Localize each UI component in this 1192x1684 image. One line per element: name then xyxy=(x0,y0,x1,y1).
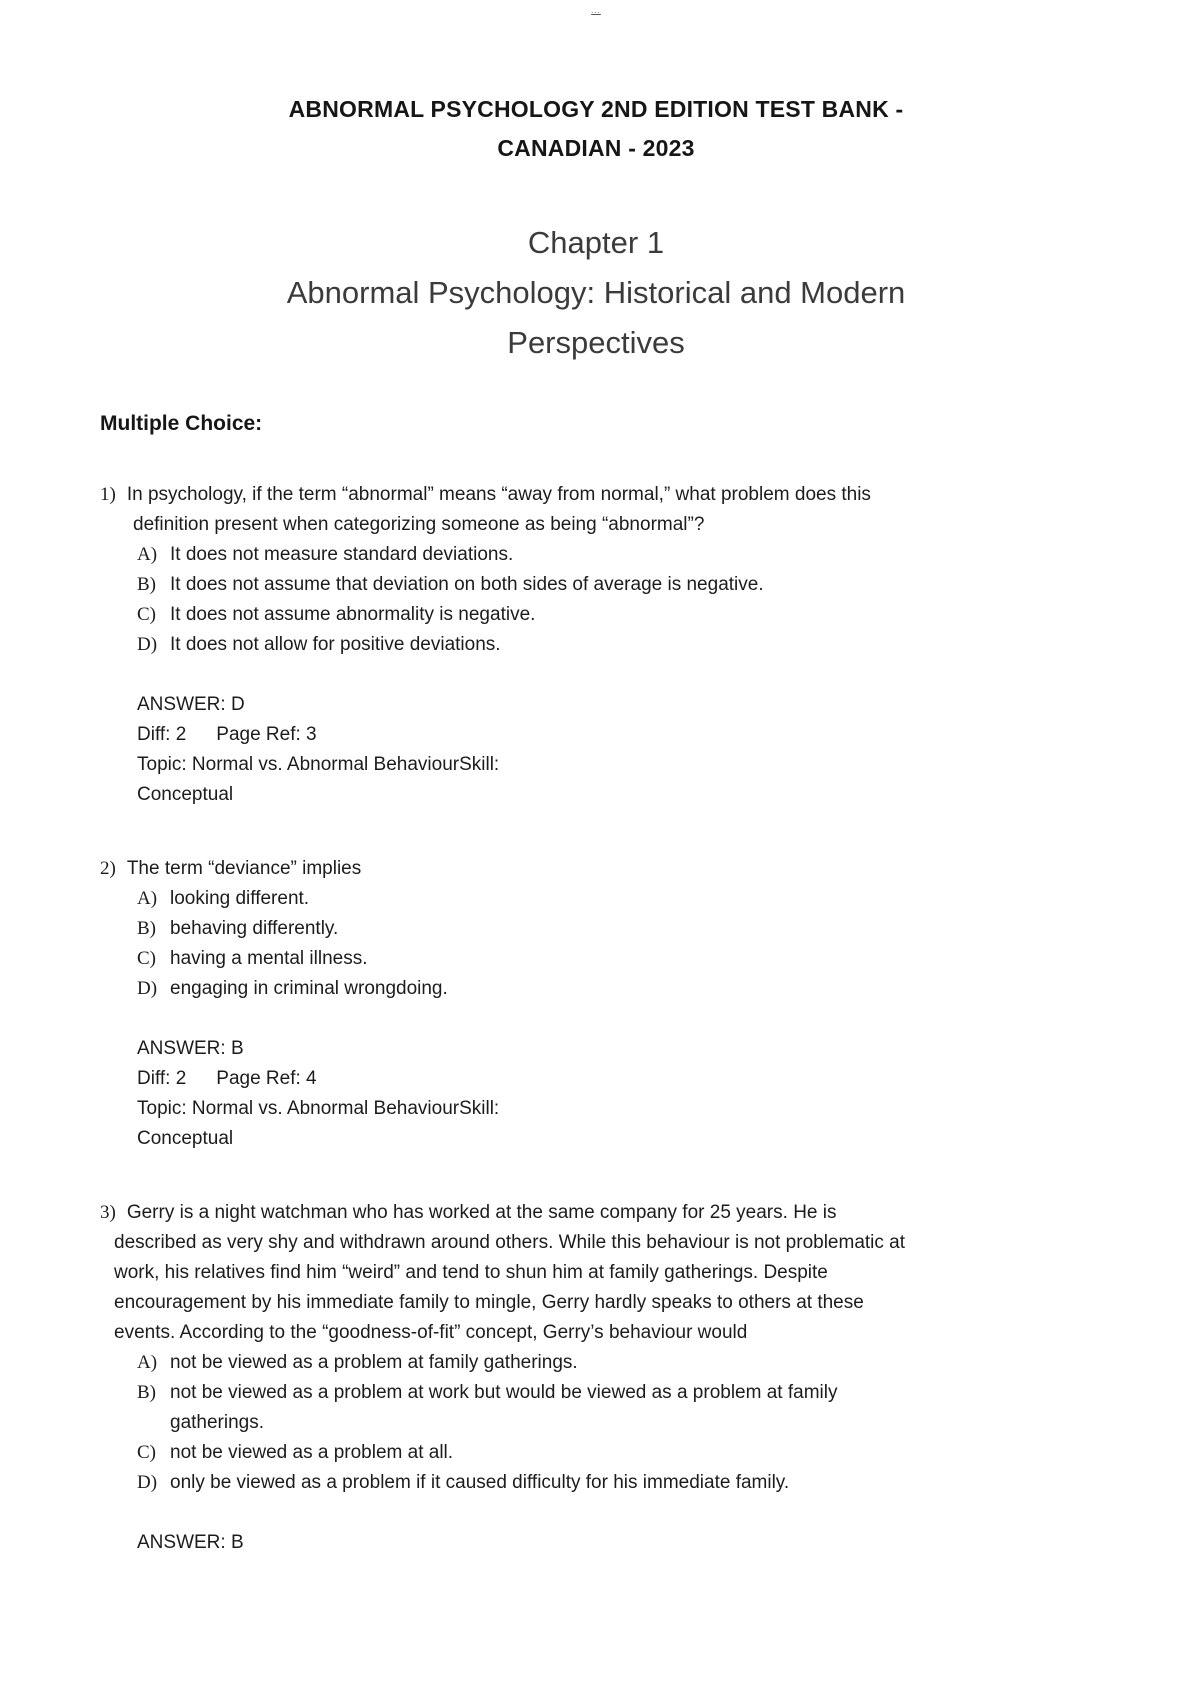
question-meta xyxy=(137,1034,910,1154)
option-b xyxy=(137,914,910,944)
top-note: ... xyxy=(591,6,601,15)
option-label: D) xyxy=(137,1472,158,1493)
option-text: It does not assume that deviation on both sides of average is negative. xyxy=(170,574,764,595)
question-number: 3) xyxy=(100,1202,116,1223)
document-title-line2: CANADIAN - 2023 xyxy=(497,135,695,161)
question-number: 1) xyxy=(100,484,116,505)
answer-line: ANSWER: B xyxy=(137,1532,244,1553)
question-number: 2) xyxy=(100,858,116,879)
document-title xyxy=(100,90,1092,168)
chapter-title-line2: Perspectives xyxy=(507,325,685,360)
topic-line: Topic: Normal vs. Abnormal BehaviourSkill: xyxy=(137,1098,500,1119)
option-label: D) xyxy=(137,634,158,655)
option-label: D) xyxy=(137,978,158,999)
question-stem xyxy=(100,480,910,540)
option-a xyxy=(137,540,910,570)
option-label: A) xyxy=(137,1352,158,1373)
option-b xyxy=(137,570,910,600)
option-text: not be viewed as a problem at family gatherings. xyxy=(170,1352,578,1373)
document-title-line1: ABNORMAL PSYCHOLOGY 2ND EDITION TEST BANK - xyxy=(288,96,904,122)
option-text: only be viewed as a problem if it caused difficulty for his immediate family. xyxy=(170,1472,790,1493)
option-c xyxy=(137,600,910,630)
question-2 xyxy=(100,854,910,1154)
skill-line: Conceptual xyxy=(137,784,234,805)
option-label: C) xyxy=(137,604,156,625)
page-ref-value: Page Ref: 3 xyxy=(216,724,317,745)
question-text: In psychology, if the term “abnormal” means “away from normal,” what problem does this definition present when categorizing someone as being “abnormal”? xyxy=(126,484,871,535)
option-text: It does not measure standard deviations. xyxy=(170,544,514,565)
option-d xyxy=(137,974,910,1004)
option-text: behaving differently. xyxy=(170,918,339,939)
question-text: Gerry is a night watchman who has worked at the same company for 25 years. He is described as very shy and withdrawn around others. While this behaviour is not problematic at work, his relatives find him “weird” and tend to shun him at family gatherings. Despite encouragement by his immediate family to mingle, Gerry hardly speaks to others at these events. According to the “goodness-of-fit” concept, Gerry’s behaviour would xyxy=(114,1202,906,1343)
option-text: It does not allow for positive deviations. xyxy=(170,634,501,655)
question-stem xyxy=(100,1198,910,1348)
option-b xyxy=(137,1378,910,1438)
diff-pageref-line xyxy=(137,720,910,750)
chapter-title-line1: Abnormal Psychology: Historical and Modern xyxy=(286,275,906,310)
topic-line: Topic: Normal vs. Abnormal BehaviourSkill: xyxy=(137,754,500,775)
options-list xyxy=(100,1348,910,1498)
option-a xyxy=(137,884,910,914)
question-1 xyxy=(100,480,910,810)
page-ref-value: Page Ref: 4 xyxy=(216,1068,317,1089)
question-meta xyxy=(137,1528,910,1558)
diff-pageref-line xyxy=(137,1064,910,1094)
option-label: B) xyxy=(137,574,156,595)
option-text: looking different. xyxy=(170,888,310,909)
chapter-number: Chapter 1 xyxy=(527,225,665,260)
option-label: C) xyxy=(137,948,156,969)
option-d xyxy=(137,1468,910,1498)
answer-line: ANSWER: B xyxy=(137,1038,244,1059)
skill-line: Conceptual xyxy=(137,1128,234,1149)
question-meta xyxy=(137,690,910,810)
option-label: A) xyxy=(137,888,158,909)
diff-value: Diff: 2 xyxy=(137,724,187,745)
option-a xyxy=(137,1348,910,1378)
section-heading: Multiple Choice: xyxy=(100,412,263,435)
option-c xyxy=(137,944,910,974)
option-label: A) xyxy=(137,544,158,565)
option-c xyxy=(137,1438,910,1468)
option-text: not be viewed as a problem at all. xyxy=(170,1442,454,1463)
diff-value: Diff: 2 xyxy=(137,1068,187,1089)
option-text: not be viewed as a problem at work but would be viewed as a problem at family gatherings. xyxy=(170,1382,838,1433)
question-stem xyxy=(100,854,910,884)
option-label: C) xyxy=(137,1442,156,1463)
option-text: engaging in criminal wrongdoing. xyxy=(170,978,448,999)
question-3 xyxy=(100,1198,910,1558)
options-list xyxy=(100,540,910,660)
option-text: It does not assume abnormality is negative. xyxy=(170,604,536,625)
option-label: B) xyxy=(137,1382,156,1403)
options-list xyxy=(100,884,910,1004)
chapter-heading xyxy=(100,218,1092,368)
option-d xyxy=(137,630,910,660)
option-text: having a mental illness. xyxy=(170,948,368,969)
question-text: The term “deviance” implies xyxy=(126,858,362,879)
option-label: B) xyxy=(137,918,156,939)
answer-line: ANSWER: D xyxy=(137,694,245,715)
